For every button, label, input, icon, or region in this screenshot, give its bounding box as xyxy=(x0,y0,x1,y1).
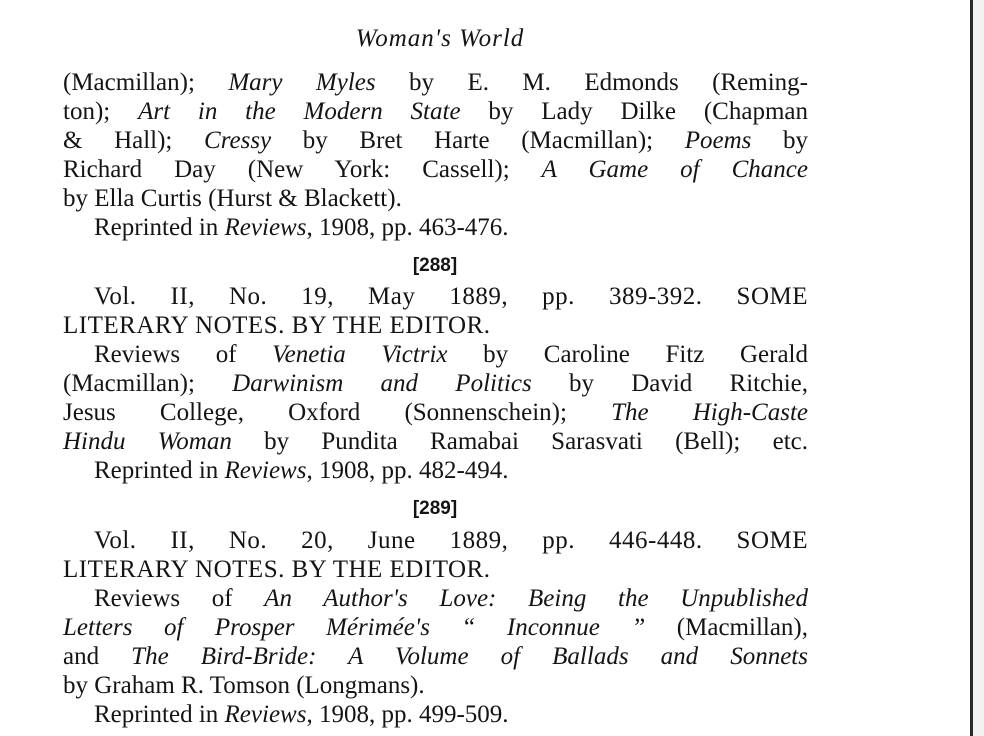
entry-text-line: by Ella Curtis (Hurst & Blackett). xyxy=(63,185,402,212)
review-line: (Macmillan); Darwinism and Politics by David Ritchie, xyxy=(63,370,808,397)
italic-title: An Author's Love: Being the Unpublished xyxy=(264,585,809,612)
entry-text-line: ton); Art in the Modern State by Lady Dilke (Chapman xyxy=(63,98,808,125)
review-line: and The Bird-Bride: A Volume of Ballads and Sonnets xyxy=(63,643,808,670)
page-edge-margin xyxy=(973,0,984,736)
italic-title: Poems xyxy=(684,127,752,154)
italic-title: Venetia Victrix xyxy=(272,341,448,368)
citation-line: Vol. II, No. 20, June 1889, pp. 446-448. SOME xyxy=(94,527,808,554)
review-line: Reviews of An Author's Love: Being the Unpublished xyxy=(94,585,809,612)
italic-title: Mary Myles xyxy=(228,69,376,96)
italic-title: Reviews xyxy=(224,701,307,728)
italic-title: A Game of Chance xyxy=(541,156,808,183)
reprinted-line: Reprinted in Reviews, 1908, pp. 482-494. xyxy=(94,457,509,484)
entry-text-line: & Hall); Cressy by Bret Harte (Macmillan); Poems by xyxy=(63,127,808,154)
review-line: by Graham R. Tomson (Longmans). xyxy=(63,672,425,699)
entry-text-line: (Macmillan); Mary Myles by E. M. Edmonds (Reming- xyxy=(63,69,808,96)
review-line: Jesus College, Oxford (Sonnenschein); The High-Caste xyxy=(63,399,808,426)
citation-line: Vol. II, No. 19, May 1889, pp. 389-392. SOME xyxy=(94,283,808,310)
citation-line: LITERARY NOTES. BY THE EDITOR. xyxy=(63,312,491,339)
italic-title: Letters of Prosper Mérimée's “ Inconnue ” xyxy=(63,614,646,641)
italic-title: The Bird-Bride: A Volume of Ballads and Sonnets xyxy=(131,643,808,670)
review-line: Letters of Prosper Mérimée's “ Inconnue ” (Macmillan), xyxy=(63,614,809,641)
italic-title: Reviews xyxy=(224,457,307,484)
italic-title: Art in the Modern State xyxy=(138,98,461,125)
entry-number: [288] xyxy=(412,255,458,276)
italic-title: Hindu Woman xyxy=(63,428,232,455)
italic-title: Darwinism and Politics xyxy=(232,370,532,397)
review-line: Reviews of Venetia Victrix by Caroline Fitz Gerald xyxy=(94,341,808,368)
italic-title: Cressy xyxy=(204,127,272,154)
entry-number: [289] xyxy=(412,498,458,519)
reprinted-line: Reprinted in Reviews, 1908, pp. 499-509. xyxy=(94,701,509,728)
italic-title: The High-Caste xyxy=(611,399,808,426)
running-header: Woman's World xyxy=(355,25,525,52)
entry-text-line: Richard Day (New York: Cassell); A Game of Chance xyxy=(63,156,808,183)
reprinted-line: Reprinted in Reviews, 1908, pp. 463-476. xyxy=(94,214,509,241)
review-line: Hindu Woman by Pundita Ramabai Sarasvati (Bell); etc. xyxy=(63,428,808,455)
italic-title: Reviews xyxy=(224,214,307,241)
citation-line: LITERARY NOTES. BY THE EDITOR. xyxy=(63,556,491,583)
